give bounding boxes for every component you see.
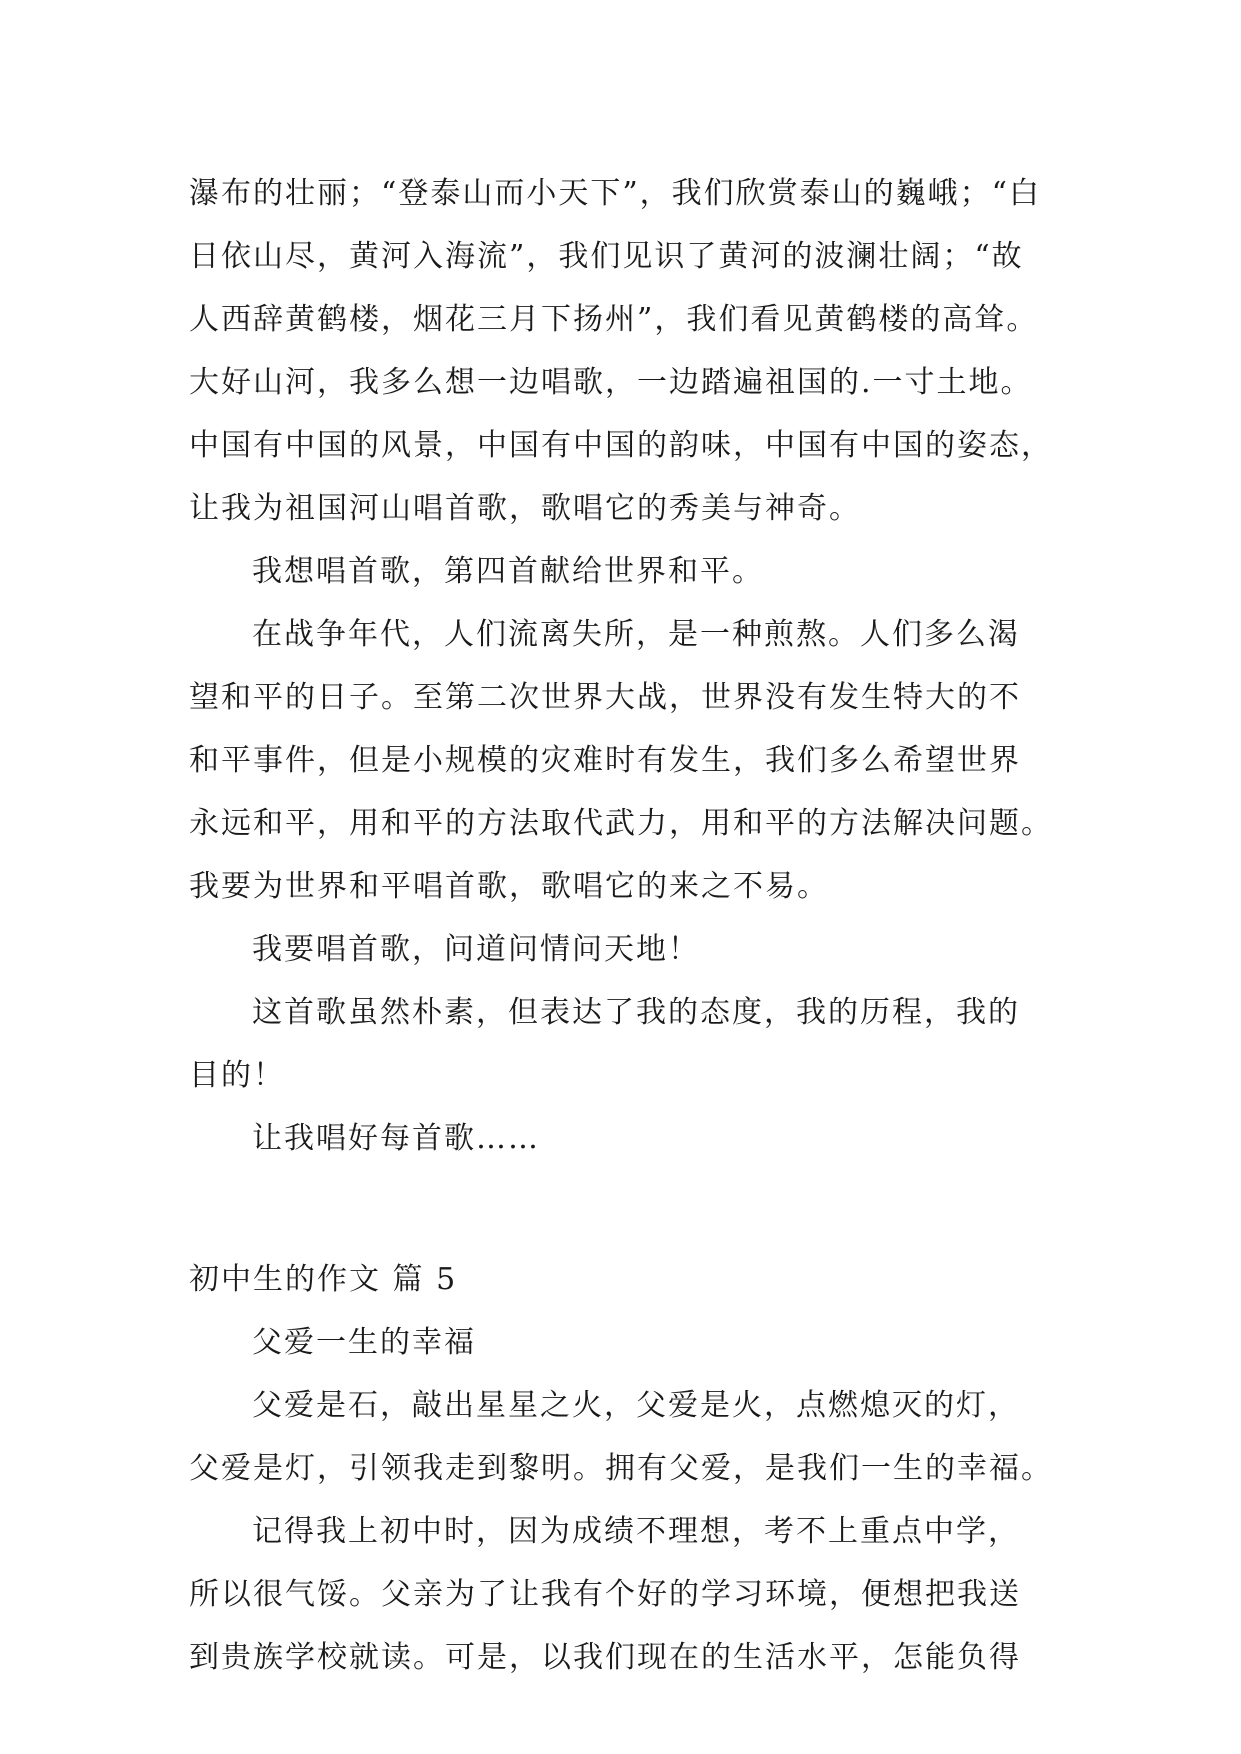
text-line: 所以很气馁。父亲为了让我有个好的学习环境，便想把我送	[189, 1577, 1021, 1612]
text-line: 让我唱好每首歌……	[252, 1121, 540, 1156]
text-line: 父爱是石，敲出星星之火，父爱是火，点燃熄灭的灯，	[252, 1388, 1020, 1423]
text-line: 记得我上初中时，因为成绩不理想，考不上重点中学，	[252, 1514, 1020, 1549]
text-line: 永远和平，用和平的方法取代武力，用和平的方法解决问题。	[189, 806, 1053, 841]
text-line: 在战争年代，人们流离失所，是一种煎熬。人们多么渴	[252, 617, 1020, 652]
text-line: 我要为世界和平唱首歌，歌唱它的来之不易。	[189, 869, 829, 904]
text-line: 人西辞黄鹤楼，烟花三月下扬州”，我们看见黄鹤楼的高耸。	[189, 302, 1039, 337]
section-gap	[189, 1170, 1069, 1248]
section-heading: 初中生的作文 篇 5	[189, 1262, 458, 1297]
text-line: 和平事件，但是小规模的灾难时有发生，我们多么希望世界	[189, 743, 1021, 778]
text-line: 我要唱首歌，问道问情问天地！	[252, 932, 700, 967]
text-line: 大好山河，我多么想一边唱歌，一边踏遍祖国的.一寸土地。	[189, 365, 1033, 400]
text-line: 这首歌虽然朴素，但表达了我的态度，我的历程，我的	[252, 995, 1020, 1030]
text-line: 望和平的日子。至第二次世界大战，世界没有发生特大的不	[189, 680, 1021, 715]
text-line: 让我为祖国河山唱首歌，歌唱它的秀美与神奇。	[189, 491, 861, 526]
text-line: 我想唱首歌，第四首献给世界和平。	[252, 554, 764, 589]
text-line: 到贵族学校就读。可是，以我们现在的生活水平，怎能负得	[189, 1640, 1021, 1675]
text-line: 目的！	[189, 1058, 285, 1093]
essay-title: 父爱一生的幸福	[252, 1325, 476, 1360]
document-body	[189, 162, 1069, 1689]
text-line: 日依山尽，黄河入海流”，我们见识了黄河的波澜壮阔；“故	[189, 239, 1024, 274]
text-line: 父爱是灯，引领我走到黎明。拥有父爱，是我们一生的幸福。	[189, 1451, 1053, 1486]
text-line: 瀑布的壮丽；“登泰山而小天下”，我们欣赏泰山的巍峨；“白	[189, 176, 1042, 211]
text-line: 中国有中国的风景，中国有中国的韵味，中国有中国的姿态，	[189, 428, 1053, 463]
